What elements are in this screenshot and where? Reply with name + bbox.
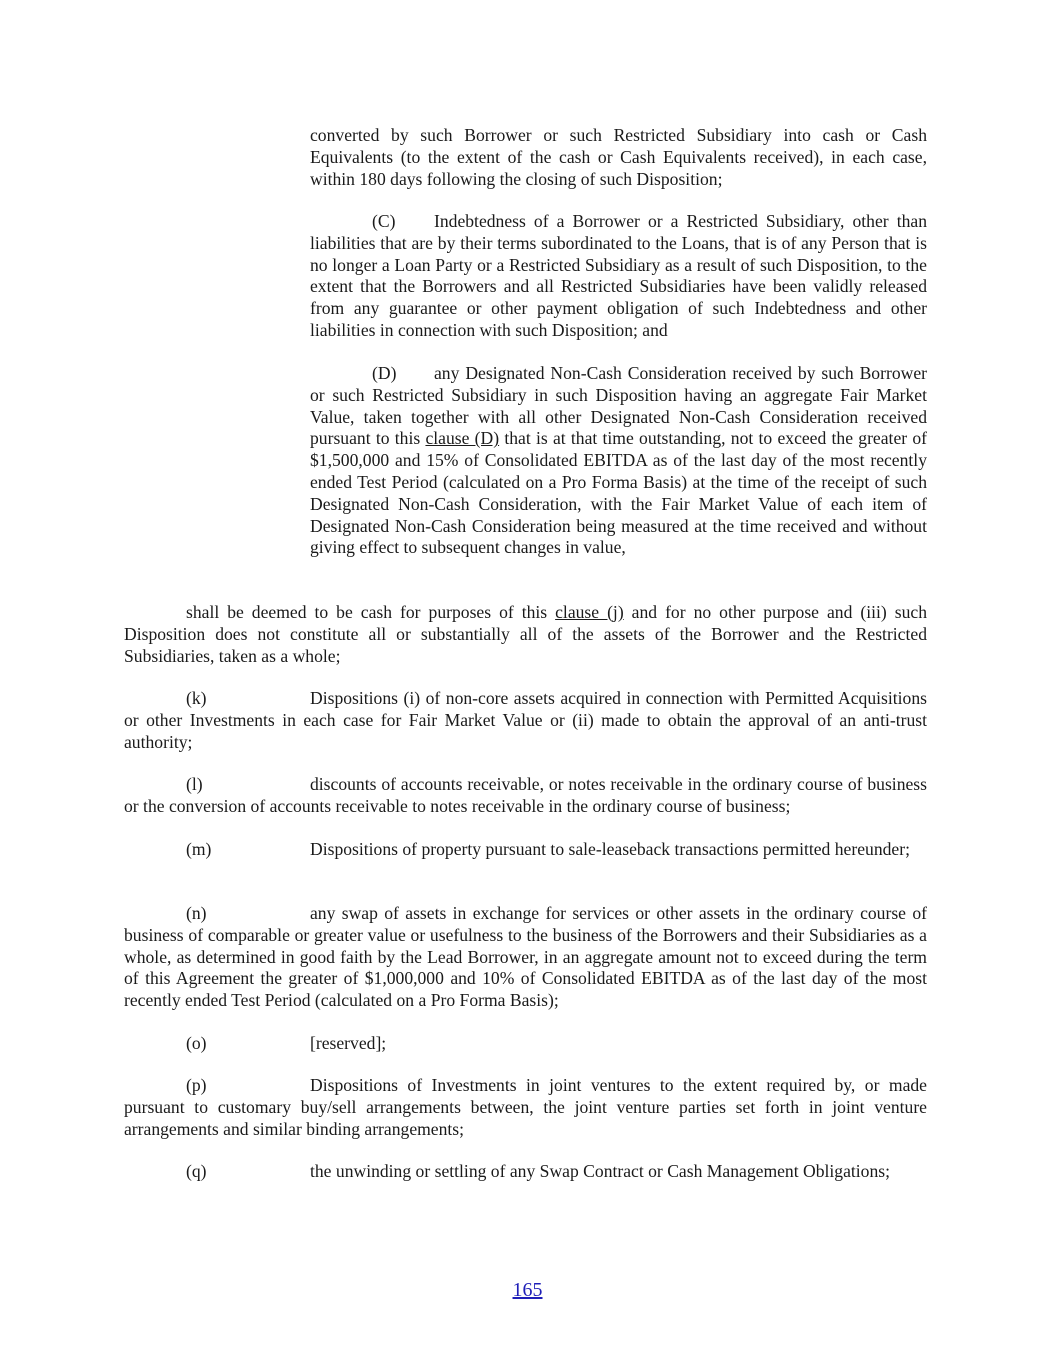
clause-D xyxy=(310,363,927,559)
clause-D-cross-reference-link[interactable]: clause (D) xyxy=(425,428,500,449)
clause-p xyxy=(124,1075,927,1140)
clause-label: (p) xyxy=(186,1075,207,1095)
clause-text: discounts of accounts receivable, or notes receivable in the ordinary course of business or the conversion of accounts receivable to notes receivable in the ordinary course of business; xyxy=(124,774,927,816)
clause-j-cross-reference-link[interactable]: clause (j) xyxy=(555,602,624,622)
clause-label: (m) xyxy=(186,839,212,859)
clause-text: any Designated Non-Cash Consideration received by such Borrower or such Restricted Subsidiary in such Disposition having an aggregate Fair Market Value, taken together with all other Designated Non-Cash Consideration received pursuant to this xyxy=(310,363,927,449)
clause-k xyxy=(124,688,927,753)
paragraph-text: shall be deemed to be cash for purposes of this xyxy=(186,602,556,622)
clause-l xyxy=(124,774,927,818)
page-number-link[interactable]: 165 xyxy=(512,1279,543,1301)
clause-label: (k) xyxy=(186,688,207,708)
clause-label: (C) xyxy=(372,211,396,231)
clause-text: [reserved]; xyxy=(310,1033,387,1053)
clause-m xyxy=(124,839,927,861)
clause-text: Dispositions of Investments in joint ventures to the extent required by, or made pursuant to customary buy/sell arrangements between, the joint venture parties set forth in joint venture arrangements and similar binding arrangements; xyxy=(124,1075,927,1139)
continuation-text: converted by such Borrower or such Restricted Subsidiary into cash or Cash Equivalents (to the extent of the cash or Cash Equivalents received), in each case, within 180 days following the closing of such Disposition; xyxy=(310,125,927,189)
clause-label: (o) xyxy=(186,1033,207,1053)
clause-n xyxy=(124,903,927,1012)
clause-text: Indebtedness of a Borrower or a Restricted Subsidiary, other than liabilities that are by their terms subordinated to the Loans, that is of any Person that is no longer a Loan Party or a Restricted Subsidiary as a result of such Disposition, to the extent that the Borrowers and all Restricted Subsidiaries have been validly released from any guarantee or other payment obligation of such Indebtedness and other liabilities in connection with such Disposition; and xyxy=(310,211,927,340)
clause-text: Dispositions of property pursuant to sale-leaseback transactions permitted hereunder; xyxy=(310,839,910,859)
clause-q xyxy=(124,1161,927,1183)
continuation-paragraph xyxy=(310,125,927,190)
clause-o xyxy=(124,1033,927,1055)
clause-label: (n) xyxy=(186,903,207,923)
clause-text: that is at that time outstanding, not to exceed the greater of $1,500,000 and 15% of Consolidated EBITDA as of the last day of the most recently ended Test Period (calculated on a Pro Forma Basis) at the time of the receipt of such Designated Non-Cash Consideration, with the Fair Market Value of each item of Designated Non-Cash Consideration being measured at the time received and without giving effect to subsequent changes in value, xyxy=(310,428,928,558)
clause-label: (D) xyxy=(372,363,397,383)
paragraph-text: and for no other purpose and (iii) such Disposition does not constitute all or substantially all of the assets of the Borrower and the Restricted Subsidiaries, taken as a whole; xyxy=(124,602,927,666)
clause-text: Dispositions (i) of non-core assets acquired in connection with Permitted Acquisitions or other Investments in each case for Fair Market Value or (ii) made to obtain the approval of an anti-trust authority; xyxy=(124,688,927,752)
clause-text: any swap of assets in exchange for services or other assets in the ordinary course of business of comparable or greater value or usefulness to the business of the Borrowers and their Subsidiaries as a whole, as determined in good faith by the Lead Borrower, in an aggregate amount not to exceed during the term of this Agreement the greater of $1,000,000 and 10% of Consolidated EBITDA as of the last day of the most recently ended Test Period (calculated on a Pro Forma Basis); xyxy=(124,903,927,1011)
clause-C xyxy=(310,211,927,342)
clause-label: (l) xyxy=(186,774,203,794)
clause-text: the unwinding or settling of any Swap Contract or Cash Management Obligations; xyxy=(310,1161,891,1181)
clause-label: (q) xyxy=(186,1161,207,1181)
deemed-cash-paragraph xyxy=(124,602,927,667)
